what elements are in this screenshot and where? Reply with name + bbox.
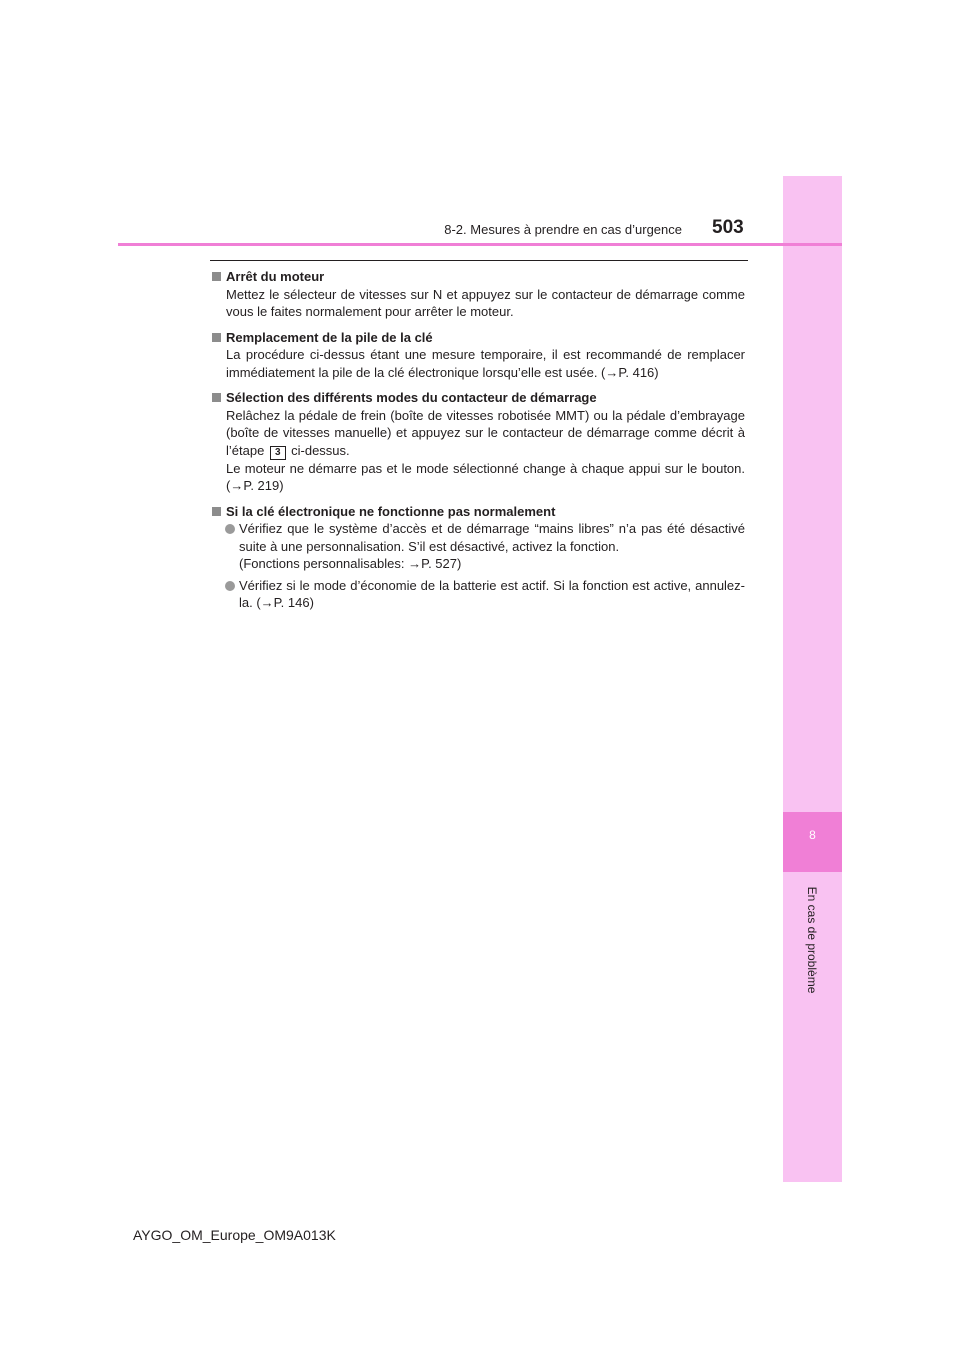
step-badge: 3 <box>270 446 286 460</box>
section-title: 8-2. Mesures à prendre en cas d’urgence <box>444 222 682 237</box>
page-number: 503 <box>712 217 744 238</box>
chapter-number: 8 <box>809 828 816 842</box>
footer-code: AYGO_OM_Europe_OM9A013K <box>133 1227 336 1243</box>
section-heading: Remplacement de la pile de la clé <box>226 329 433 345</box>
section-text-2: Le moteur ne démarre pas et le mode sélectionné change à chaque appui sur le bouton. (→P. 219) <box>226 460 745 493</box>
section-text: Relâchez la pédale de frein (boîte de vitesses robotisée MMT) ou la pédale d’embrayage (boîte de vitesses manuelle) et appuyez sur le contacteur de démarrage comme décrit à l’étape 3 ci-dessus. <box>226 407 745 458</box>
square-bullet-icon <box>212 272 221 281</box>
section-heading: Sélection des différents modes du contacteur de démarrage <box>226 390 597 405</box>
section-heading: Arrêt du moteur <box>226 269 325 284</box>
square-bullet-icon <box>212 333 221 342</box>
top-rule <box>210 260 748 261</box>
side-strip <box>783 176 842 1182</box>
circle-bullet-icon <box>225 581 235 591</box>
section-engine-stop <box>212 268 745 321</box>
square-bullet-icon <box>212 393 221 402</box>
circle-bullet-icon <box>225 524 235 534</box>
square-bullet-icon <box>212 507 221 516</box>
content <box>212 268 745 620</box>
section-heading: Si la clé électronique ne fonctionne pas normalement <box>226 503 556 519</box>
section-modes <box>212 389 745 495</box>
list-item: Vérifiez si le mode d’économie de la batterie est actif. Si la fonction est active, annulez-la. (→P. 146) <box>212 577 745 612</box>
section-battery <box>212 329 745 382</box>
chapter-tab <box>783 812 842 872</box>
section-text: Mettez le sélecteur de vitesses sur N et appuyez sur le contacteur de démarrage comme vous le faites normalement pour arrêter le moteur. <box>226 286 745 319</box>
section-key-malfunction <box>212 503 745 612</box>
section-text: La procédure ci-dessus étant une mesure temporaire, il est recommandé de remplacer immédiatement la pile de la clé électronique lorsqu’elle est usée. (→P. 416) <box>226 347 745 380</box>
header-line <box>118 243 842 246</box>
chapter-title: En cas de problème <box>805 886 819 994</box>
list-item: Vérifiez que le système d’accès et de démarrage “mains libres” n’a pas été désactivé suite à une personnalisation. S’il est désactivé, activez la fonction. (Fonctions personnalisables: →P. 527) <box>212 520 745 573</box>
